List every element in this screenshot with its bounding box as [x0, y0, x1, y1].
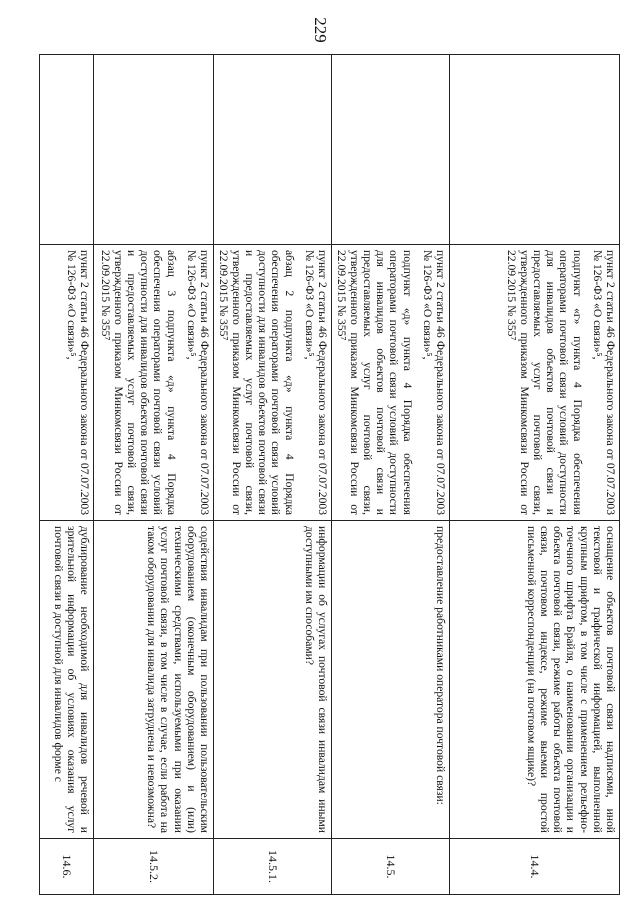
legal-reference-cell — [214, 245, 332, 521]
legal-reference-text: пункт 2 статьи 46 Федерального закона от 07.07.2003 № 126-ФЗ «О связи»⁵, — [302, 250, 329, 515]
notes-cell — [332, 55, 450, 245]
table-row — [94, 55, 214, 895]
legal-reference-cell — [450, 245, 620, 521]
table-row — [450, 55, 620, 895]
notes-cell — [450, 55, 620, 245]
legal-reference-text: абзац 2 подпункта «д» пункта 4 Порядка обеспечения операторами почтовой связи условий доступности для инвалидов объектов почтовой связи и предоставляемых услуг почтовой связи, утвержденного приказом Минкомсвязи России от 22.09.2015 № 355⁷ — [216, 250, 296, 515]
checklist-table — [39, 54, 620, 895]
table-row — [214, 55, 332, 895]
notes-cell — [94, 55, 214, 245]
legal-reference-text: пункт 2 статьи 46 Федерального закона от 07.07.2003 № 126-ФЗ «О связи»⁵, — [184, 250, 211, 515]
requirement-description: информации об услугах почтовой связи инвалидам иными доступными им способами? — [214, 521, 332, 839]
legal-reference-cell — [94, 245, 214, 521]
page-number: 229 — [311, 17, 330, 43]
item-number: 14.5.2. — [94, 839, 214, 895]
requirement-description: дублирование необходимой для инвалидов речевой и зрительной информации об условиях оказания услуг почтовой связи в доступной для инвалидов форме с — [40, 521, 94, 839]
legal-reference-text: подпункт «д» пункта 4 Порядка обеспечения операторами почтовой связи условий доступности для инвалидов объектов почтовой связи и предоставляемых услуг почтовой связи, утвержденного приказом Минкомсвязи России от 22.09.2015 № 355⁷ — [334, 250, 414, 515]
rotated-table-wrapper — [51, 54, 620, 894]
legal-reference-text: пункт 2 статьи 46 Федерального закона от 07.07.2003 № 126-ФЗ «О связи»⁵, — [64, 250, 91, 515]
item-number: 14.6. — [40, 839, 94, 895]
item-number: 14.4. — [450, 839, 620, 895]
legal-reference-text: подпункт «г» пункта 4 Порядка обеспечения операторами почтовой связи условий доступности для инвалидов объектов почтовой связи и предоставляемых услуг почтовой связи, утвержденного приказом Минкомсвязи России от 22.09.2015 № 355⁷ — [504, 250, 584, 515]
item-number: 14.5. — [332, 839, 450, 895]
requirement-description: содействия инвалидам при пользовании пользовательским оборудованием (оконечным оборудованием) и (или) техническими средствами, используемыми при оказании услуг почтовой связи, в том числе в случае, если работа на таком оборудовании для инвалида затруднена и невозможна? — [94, 521, 214, 839]
requirement-description: предоставление работниками оператора почтовой связи: — [332, 521, 450, 839]
legal-reference-cell — [332, 245, 450, 521]
notes-cell — [214, 55, 332, 245]
notes-cell — [40, 55, 94, 245]
requirement-description: оснащение объектов почтовой связи надписями, иной текстовой и графической информацией, выполненной крупным шрифтом, в том числе с применением рельефно-точечного шрифта Брайля, о наименовании организации и объекта почтовой связи, режиме работы объекта почтовой связи, почтовом индексе, режиме выемки простой письменной корреспонденции (на почтовом ящике)? — [450, 521, 620, 839]
table-row — [332, 55, 450, 895]
legal-reference-cell — [40, 245, 94, 521]
legal-reference-text: пункт 2 статьи 46 Федерального закона от 07.07.2003 № 126-ФЗ «О связи»⁵, — [420, 250, 447, 515]
legal-reference-text: пункт 2 статьи 46 Федерального закона от 07.07.2003 № 126-ФЗ «О связи»⁵, — [590, 250, 617, 515]
item-number: 14.5.1. — [214, 839, 332, 895]
legal-reference-text: абзац 3 подпункта «д» пункта 4 Порядка обеспечения операторами почтовой связи условий доступности для инвалидов объектов почтовой связи и предоставляемых услуг почтовой связи, утвержденного приказом Минкомсвязи России от 22.09.2015 № 355⁷ — [98, 250, 178, 515]
table-row — [40, 55, 94, 895]
